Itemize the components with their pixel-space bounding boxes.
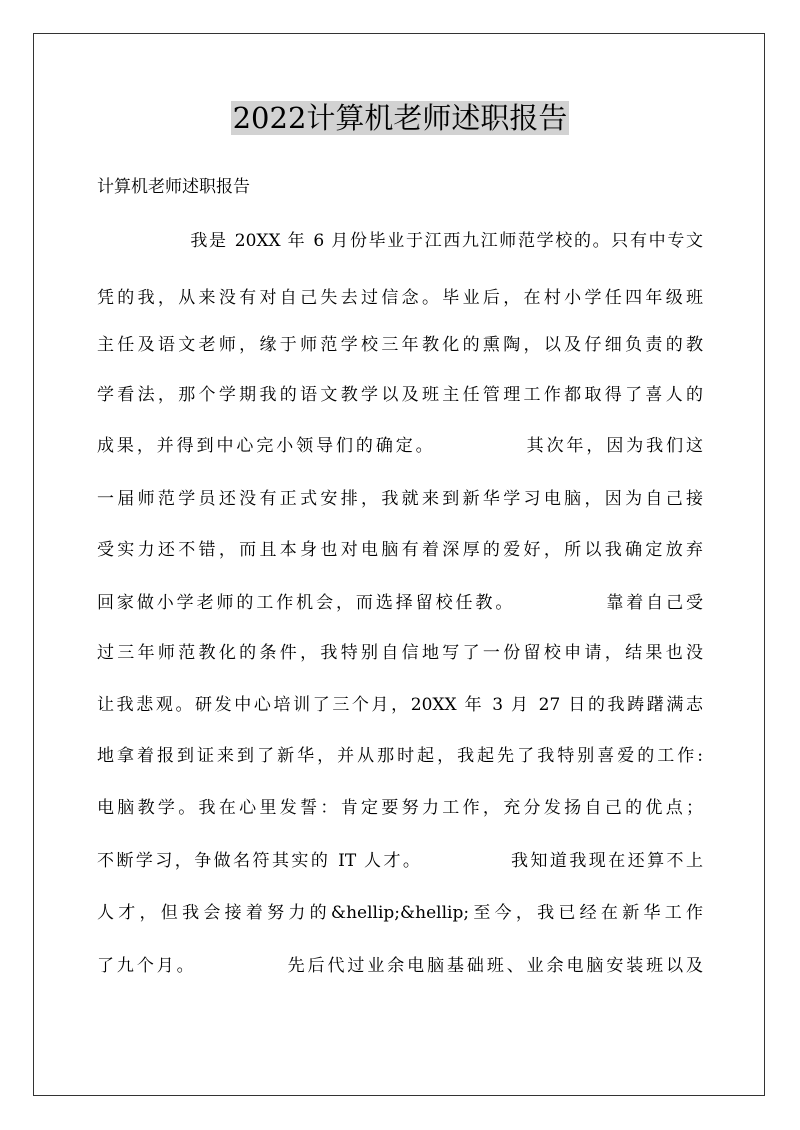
body-line: 人才，但我会接着努力的&hellip;&hellip;至今，我已经在新华工作 bbox=[97, 903, 703, 923]
body-line: 凭的我，从来没有对自己失去过信念。毕业后，在村小学任四年级班 bbox=[97, 288, 703, 308]
body-line: 主任及语文老师，缘于师范学校三年教化的熏陶，以及仔细负责的教 bbox=[97, 335, 703, 355]
body-line: 我是 20XX 年 6 月份毕业于江西九江师范学校的。只有中专文 bbox=[97, 231, 703, 251]
body-line: 地拿着报到证来到了新华，并从那时起，我起先了我特别喜爱的工作: bbox=[97, 746, 703, 766]
body-line: 过三年师范教化的条件，我特别自信地写了一份留校申请，结果也没 bbox=[97, 643, 703, 663]
document-title bbox=[0, 98, 800, 138]
body-line: 受实力还不错，而且本身也对电脑有着深厚的爱好，所以我确定放弃 bbox=[97, 540, 703, 560]
body-line: 学看法，那个学期我的语文教学以及班主任管理工作都取得了喜人的 bbox=[97, 385, 703, 405]
body-line: 成果，并得到中心完小领导们的确定。 其次年，因为我们这 bbox=[97, 436, 703, 456]
document-title-text: 2022计算机老师述职报告 bbox=[232, 101, 568, 135]
body-line: 一届师范学员还没有正式安排，我就来到新华学习电脑，因为自己接 bbox=[97, 489, 703, 509]
document-subtitle: 计算机老师述职报告 bbox=[97, 177, 250, 197]
body-line: 让我悲观。研发中心培训了三个月，20XX 年 3 月 27 日的我踌躇满志 bbox=[97, 695, 703, 715]
body-line: 了九个月。 先后代过业余电脑基础班、业余电脑安装班以及 bbox=[97, 956, 703, 976]
body-line: 电脑教学。我在心里发誓：肯定要努力工作，充分发扬自己的优点； bbox=[97, 798, 703, 818]
body-line: 不断学习，争做名符其实的 IT 人才。 我知道我现在还算不上 bbox=[97, 851, 703, 871]
body-line: 回家做小学老师的工作机会，而选择留校任教。 靠着自己受 bbox=[97, 593, 703, 613]
